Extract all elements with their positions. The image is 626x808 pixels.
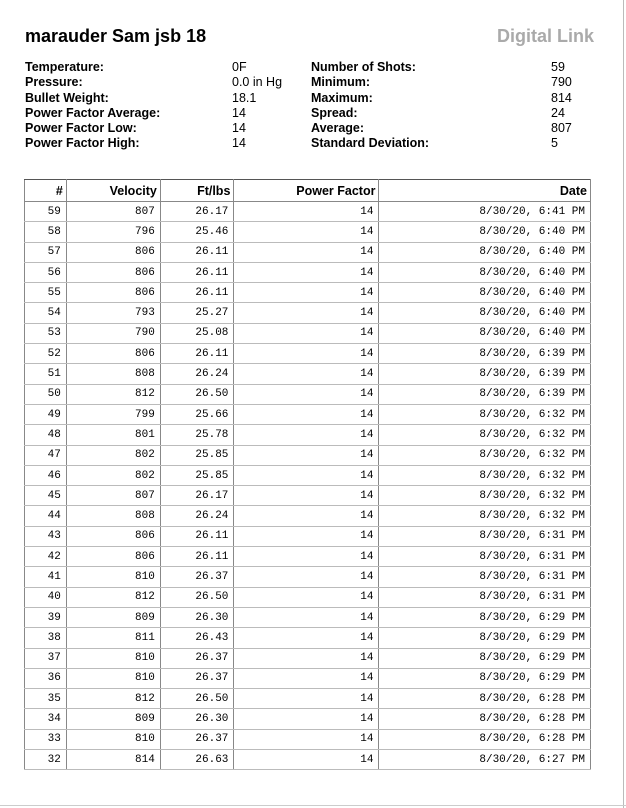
cell-velocity: 802: [66, 445, 160, 465]
stat-label: Power Factor Low:: [25, 121, 137, 136]
cell-date: 8/30/20, 6:32 PM: [379, 486, 591, 506]
table-row: [25, 648, 591, 668]
table-row: [25, 425, 591, 445]
brand-label: Digital Link: [496, 26, 594, 46]
cell-shot-number: 54: [25, 303, 67, 323]
cell-date: 8/30/20, 6:39 PM: [379, 384, 591, 404]
table-row: [25, 587, 591, 607]
stats-right-labels: [311, 60, 429, 152]
cell-power-factor: 14: [234, 202, 379, 222]
table-row: [25, 323, 591, 343]
stat-value: 0.0 in Hg: [232, 75, 283, 90]
cell-velocity: 810: [66, 668, 160, 688]
cell-power-factor: 14: [234, 648, 379, 668]
cell-shot-number: 49: [25, 404, 67, 424]
cell-date: 8/30/20, 6:28 PM: [379, 729, 591, 749]
cell-ftlbs: 26.30: [160, 607, 234, 627]
cell-ftlbs: 26.11: [160, 344, 234, 364]
cell-shot-number: 39: [25, 607, 67, 627]
cell-ftlbs: 26.63: [160, 750, 234, 770]
table-row: [25, 486, 591, 506]
cell-shot-number: 53: [25, 323, 67, 343]
cell-velocity: 808: [66, 364, 160, 384]
cell-ftlbs: 26.50: [160, 689, 234, 709]
cell-velocity: 811: [66, 628, 160, 648]
cell-date: 8/30/20, 6:32 PM: [379, 465, 591, 485]
table-row: [25, 222, 591, 242]
cell-shot-number: 51: [25, 364, 67, 384]
cell-date: 8/30/20, 6:32 PM: [379, 404, 591, 424]
cell-velocity: 806: [66, 262, 160, 282]
stats-left-values: [232, 60, 282, 152]
column-header-date: Date: [379, 180, 591, 202]
cell-power-factor: 14: [234, 404, 379, 424]
cell-shot-number: 47: [25, 445, 67, 465]
cell-velocity: 812: [66, 384, 160, 404]
cell-ftlbs: 26.37: [160, 729, 234, 749]
cell-ftlbs: 26.43: [160, 628, 234, 648]
table-row: [25, 607, 591, 627]
cell-velocity: 809: [66, 607, 160, 627]
cell-date: 8/30/20, 6:41 PM: [379, 202, 591, 222]
stat-value: 14: [232, 105, 246, 120]
cell-ftlbs: 26.17: [160, 202, 234, 222]
cell-shot-number: 59: [25, 202, 67, 222]
cell-power-factor: 14: [234, 344, 379, 364]
cell-velocity: 806: [66, 344, 160, 364]
table-header-row: [25, 180, 591, 202]
cell-date: 8/30/20, 6:31 PM: [379, 526, 591, 546]
cell-velocity: 790: [66, 323, 160, 343]
column-header-power-factor: Power Factor: [234, 180, 379, 202]
stat-label: Minimum:: [311, 75, 371, 90]
cell-power-factor: 14: [234, 364, 379, 384]
column-header-number: #: [25, 180, 67, 202]
table-row: [25, 750, 591, 770]
table-row: [25, 709, 591, 729]
table-row: [25, 202, 591, 222]
stat-label: Standard Deviation:: [311, 136, 430, 151]
cell-velocity: 807: [66, 202, 160, 222]
report-title: marauder Sam jsb 18: [25, 26, 207, 46]
cell-ftlbs: 25.78: [160, 425, 234, 445]
cell-power-factor: 14: [234, 323, 379, 343]
cell-power-factor: 14: [234, 750, 379, 770]
page-bottom-border: [0, 805, 626, 806]
stat-label: Temperature:: [25, 60, 104, 74]
cell-power-factor: 14: [234, 262, 379, 282]
cell-date: 8/30/20, 6:28 PM: [379, 689, 591, 709]
column-header-ftlbs: Ft/lbs: [160, 180, 234, 202]
cell-ftlbs: 26.37: [160, 648, 234, 668]
cell-velocity: 806: [66, 526, 160, 546]
cell-ftlbs: 25.85: [160, 465, 234, 485]
cell-shot-number: 36: [25, 668, 67, 688]
cell-date: 8/30/20, 6:39 PM: [379, 364, 591, 384]
cell-date: 8/30/20, 6:32 PM: [379, 425, 591, 445]
cell-ftlbs: 26.50: [160, 587, 234, 607]
cell-shot-number: 44: [25, 506, 67, 526]
table-row: [25, 384, 591, 404]
cell-date: 8/30/20, 6:32 PM: [379, 506, 591, 526]
stat-label: Average:: [311, 121, 365, 136]
stat-value: 814: [551, 90, 572, 105]
table-row: [25, 465, 591, 485]
cell-ftlbs: 26.11: [160, 547, 234, 567]
cell-date: 8/30/20, 6:40 PM: [379, 303, 591, 323]
cell-date: 8/30/20, 6:32 PM: [379, 445, 591, 465]
stat-value: 14: [232, 136, 246, 151]
cell-power-factor: 14: [234, 425, 379, 445]
cell-ftlbs: 26.24: [160, 506, 234, 526]
cell-date: 8/30/20, 6:29 PM: [379, 668, 591, 688]
table-row: [25, 628, 591, 648]
cell-power-factor: 14: [234, 222, 379, 242]
cell-shot-number: 41: [25, 567, 67, 587]
cell-shot-number: 46: [25, 465, 67, 485]
cell-velocity: 812: [66, 689, 160, 709]
table-row: [25, 242, 591, 262]
cell-velocity: 806: [66, 242, 160, 262]
table-body: [25, 202, 591, 770]
table-row: [25, 668, 591, 688]
cell-ftlbs: 26.11: [160, 262, 234, 282]
cell-date: 8/30/20, 6:40 PM: [379, 222, 591, 242]
cell-shot-number: 33: [25, 729, 67, 749]
stats-right-values: [551, 60, 572, 152]
cell-ftlbs: 25.85: [160, 445, 234, 465]
cell-velocity: 809: [66, 709, 160, 729]
cell-velocity: 796: [66, 222, 160, 242]
cell-velocity: 793: [66, 303, 160, 323]
cell-power-factor: 14: [234, 587, 379, 607]
stat-value: 807: [551, 121, 572, 136]
table-row: [25, 344, 591, 364]
cell-shot-number: 43: [25, 526, 67, 546]
table-row: [25, 729, 591, 749]
stat-value: 14: [232, 121, 246, 136]
cell-date: 8/30/20, 6:29 PM: [379, 607, 591, 627]
cell-power-factor: 14: [234, 547, 379, 567]
cell-power-factor: 14: [234, 526, 379, 546]
cell-power-factor: 14: [234, 506, 379, 526]
cell-ftlbs: 26.37: [160, 567, 234, 587]
cell-ftlbs: 25.08: [160, 323, 234, 343]
cell-power-factor: 14: [234, 709, 379, 729]
table-row: [25, 506, 591, 526]
cell-ftlbs: 26.50: [160, 384, 234, 404]
cell-velocity: 810: [66, 567, 160, 587]
cell-date: 8/30/20, 6:40 PM: [379, 262, 591, 282]
cell-ftlbs: 25.46: [160, 222, 234, 242]
shots-table: [24, 179, 591, 770]
cell-date: 8/30/20, 6:31 PM: [379, 547, 591, 567]
table-row: [25, 262, 591, 282]
cell-shot-number: 45: [25, 486, 67, 506]
cell-power-factor: 14: [234, 384, 379, 404]
cell-date: 8/30/20, 6:40 PM: [379, 323, 591, 343]
cell-date: 8/30/20, 6:29 PM: [379, 648, 591, 668]
cell-shot-number: 35: [25, 689, 67, 709]
table-row: [25, 364, 591, 384]
cell-ftlbs: 25.27: [160, 303, 234, 323]
table-row: [25, 303, 591, 323]
cell-date: 8/30/20, 6:40 PM: [379, 283, 591, 303]
stat-label: Spread:: [311, 105, 358, 120]
stat-value: 59: [551, 60, 565, 74]
table-row: [25, 567, 591, 587]
table-row: [25, 526, 591, 546]
cell-power-factor: 14: [234, 242, 379, 262]
cell-velocity: 806: [66, 283, 160, 303]
stat-value: 0F: [232, 60, 247, 74]
cell-velocity: 806: [66, 547, 160, 567]
table-row: [25, 689, 591, 709]
cell-power-factor: 14: [234, 607, 379, 627]
cell-velocity: 814: [66, 750, 160, 770]
stat-value: 5: [551, 136, 558, 151]
stat-label: Maximum:: [311, 90, 373, 105]
cell-power-factor: 14: [234, 729, 379, 749]
cell-date: 8/30/20, 6:40 PM: [379, 242, 591, 262]
cell-shot-number: 37: [25, 648, 67, 668]
cell-shot-number: 50: [25, 384, 67, 404]
cell-shot-number: 34: [25, 709, 67, 729]
cell-power-factor: 14: [234, 303, 379, 323]
cell-power-factor: 14: [234, 283, 379, 303]
cell-shot-number: 55: [25, 283, 67, 303]
cell-power-factor: 14: [234, 445, 379, 465]
cell-shot-number: 56: [25, 262, 67, 282]
cell-power-factor: 14: [234, 628, 379, 648]
cell-shot-number: 58: [25, 222, 67, 242]
cell-power-factor: 14: [234, 486, 379, 506]
cell-ftlbs: 25.66: [160, 404, 234, 424]
stat-label: Power Factor Average:: [25, 105, 161, 120]
stat-value: 24: [551, 105, 565, 120]
cell-ftlbs: 26.37: [160, 668, 234, 688]
cell-date: 8/30/20, 6:29 PM: [379, 628, 591, 648]
cell-power-factor: 14: [234, 465, 379, 485]
table-row: [25, 445, 591, 465]
cell-power-factor: 14: [234, 567, 379, 587]
cell-date: 8/30/20, 6:31 PM: [379, 567, 591, 587]
cell-power-factor: 14: [234, 668, 379, 688]
cell-shot-number: 32: [25, 750, 67, 770]
cell-date: 8/30/20, 6:28 PM: [379, 709, 591, 729]
cell-shot-number: 42: [25, 547, 67, 567]
cell-velocity: 802: [66, 465, 160, 485]
column-header-velocity: Velocity: [66, 180, 160, 202]
table-row: [25, 283, 591, 303]
cell-velocity: 799: [66, 404, 160, 424]
stat-label: Number of Shots:: [311, 60, 416, 74]
cell-shot-number: 48: [25, 425, 67, 445]
cell-velocity: 807: [66, 486, 160, 506]
cell-velocity: 810: [66, 648, 160, 668]
cell-ftlbs: 26.24: [160, 364, 234, 384]
stat-label: Power Factor High:: [25, 136, 140, 151]
cell-shot-number: 40: [25, 587, 67, 607]
cell-ftlbs: 26.11: [160, 526, 234, 546]
stats-left-labels: [25, 60, 160, 152]
cell-date: 8/30/20, 6:27 PM: [379, 750, 591, 770]
cell-shot-number: 52: [25, 344, 67, 364]
cell-shot-number: 57: [25, 242, 67, 262]
cell-date: 8/30/20, 6:39 PM: [379, 344, 591, 364]
cell-ftlbs: 26.11: [160, 283, 234, 303]
cell-velocity: 801: [66, 425, 160, 445]
cell-velocity: 810: [66, 729, 160, 749]
cell-ftlbs: 26.17: [160, 486, 234, 506]
cell-velocity: 812: [66, 587, 160, 607]
table-row: [25, 547, 591, 567]
cell-date: 8/30/20, 6:31 PM: [379, 587, 591, 607]
table-row: [25, 404, 591, 424]
stat-value: 18.1: [232, 90, 257, 105]
cell-ftlbs: 26.30: [160, 709, 234, 729]
stat-label: Bullet Weight:: [25, 90, 109, 105]
cell-velocity: 808: [66, 506, 160, 526]
stat-label: Pressure:: [25, 75, 83, 90]
page-right-border: [623, 0, 624, 808]
cell-shot-number: 38: [25, 628, 67, 648]
cell-power-factor: 14: [234, 689, 379, 709]
stat-value: 790: [551, 75, 572, 90]
cell-ftlbs: 26.11: [160, 242, 234, 262]
